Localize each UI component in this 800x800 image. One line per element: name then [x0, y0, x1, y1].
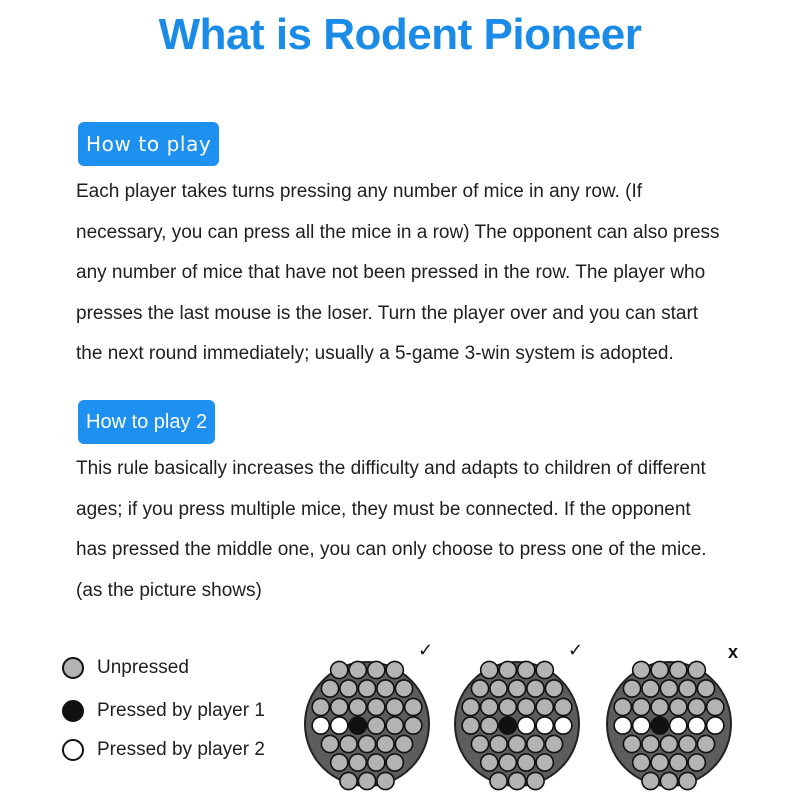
- mouse-button-unpressed: [405, 717, 422, 734]
- mouse-button-unpressed: [471, 680, 488, 697]
- mouse-button-unpressed: [462, 717, 479, 734]
- text-line: (as the picture shows): [76, 579, 262, 601]
- mouse-button-unpressed: [642, 772, 659, 789]
- mouse-button-unpressed: [331, 698, 348, 715]
- mouse-button-unpressed: [377, 772, 394, 789]
- mouse-button-unpressed: [349, 661, 366, 678]
- mouse-button-unpressed: [518, 754, 535, 771]
- mouse-button-unpressed: [527, 735, 544, 752]
- mouse-button-unpressed: [623, 735, 640, 752]
- mouse-button-unpressed: [340, 735, 357, 752]
- mouse-button-player2: [312, 717, 329, 734]
- mouse-button-unpressed: [527, 772, 544, 789]
- mouse-button-player2: [670, 717, 687, 734]
- mouse-button-unpressed: [358, 680, 375, 697]
- mouse-button-unpressed: [312, 698, 329, 715]
- text-line: has pressed the middle one, you can only choose to press one of the mice.: [76, 539, 707, 560]
- mouse-button-unpressed: [688, 754, 705, 771]
- legend-unpressed: [62, 653, 189, 683]
- mouse-button-unpressed: [688, 661, 705, 678]
- legend-player-1: [62, 696, 265, 726]
- player2-dot-icon: [62, 739, 84, 761]
- mouse-button-unpressed: [633, 661, 650, 678]
- text-line: necessary, you can press all the mice in a row) The opponent can also press: [76, 221, 720, 243]
- invalid-x-icon: x: [728, 642, 739, 662]
- mouse-button-player2: [707, 717, 724, 734]
- mouse-button-unpressed: [536, 661, 553, 678]
- mouse-button-unpressed: [555, 698, 572, 715]
- legend-label: Pressed by player 1: [97, 700, 265, 721]
- mouse-button-player2: [633, 717, 650, 734]
- mouse-button-unpressed: [368, 698, 385, 715]
- mouse-button-player1: [651, 717, 668, 734]
- mouse-button-unpressed: [651, 698, 668, 715]
- mouse-button-unpressed: [623, 680, 640, 697]
- mouse-button-unpressed: [660, 680, 677, 697]
- mouse-button-unpressed: [490, 680, 507, 697]
- mouse-button-unpressed: [331, 754, 348, 771]
- valid-check-icon: ✓: [568, 640, 584, 660]
- mouse-button-unpressed: [481, 717, 498, 734]
- mouse-button-unpressed: [536, 698, 553, 715]
- mouse-button-unpressed: [358, 735, 375, 752]
- unpressed-dot-icon: [62, 657, 84, 679]
- mouse-button-unpressed: [688, 698, 705, 715]
- mouse-button-unpressed: [545, 680, 562, 697]
- mouse-button-unpressed: [651, 754, 668, 771]
- legend-label: Unpressed: [97, 657, 189, 678]
- legend-player-2: [62, 735, 265, 765]
- mouse-button-unpressed: [679, 735, 696, 752]
- mouse-button-unpressed: [651, 661, 668, 678]
- mouse-button-unpressed: [508, 735, 525, 752]
- mouse-button-player2: [518, 717, 535, 734]
- mouse-button-unpressed: [670, 754, 687, 771]
- how-to-play-2-text: [76, 449, 766, 611]
- mouse-button-unpressed: [660, 772, 677, 789]
- mouse-button-unpressed: [633, 754, 650, 771]
- mouse-button-unpressed: [660, 735, 677, 752]
- mouse-button-unpressed: [349, 754, 366, 771]
- mouse-button-unpressed: [471, 735, 488, 752]
- mouse-button-unpressed: [358, 772, 375, 789]
- mouse-button-unpressed: [340, 772, 357, 789]
- mouse-button-unpressed: [508, 680, 525, 697]
- text-line: ages; if you press multiple mice, they must be connected. If the opponent: [76, 498, 691, 520]
- mouse-button-unpressed: [377, 735, 394, 752]
- section-heading-how-to-play: How to play: [78, 122, 219, 166]
- mouse-button-unpressed: [508, 772, 525, 789]
- valid-check-icon: ✓: [418, 640, 434, 660]
- mouse-button-unpressed: [321, 735, 338, 752]
- mouse-button-unpressed: [386, 698, 403, 715]
- mouse-button-unpressed: [518, 698, 535, 715]
- mouse-button-unpressed: [490, 772, 507, 789]
- game-board-example-2: [452, 655, 582, 795]
- mouse-button-player2: [331, 717, 348, 734]
- mouse-button-unpressed: [368, 661, 385, 678]
- mouse-button-unpressed: [321, 680, 338, 697]
- mouse-button-unpressed: [386, 661, 403, 678]
- mouse-button-unpressed: [386, 717, 403, 734]
- mouse-button-unpressed: [481, 661, 498, 678]
- mouse-button-unpressed: [614, 698, 631, 715]
- mouse-button-unpressed: [536, 754, 553, 771]
- how-to-play-text: [76, 172, 766, 375]
- mouse-button-unpressed: [490, 735, 507, 752]
- mouse-button-unpressed: [527, 680, 544, 697]
- text-line: any number of mice that have not been pressed in the row. The player who: [76, 262, 706, 283]
- mouse-button-unpressed: [377, 680, 394, 697]
- mouse-button-unpressed: [679, 772, 696, 789]
- mouse-button-player1: [499, 717, 516, 734]
- mouse-button-unpressed: [499, 698, 516, 715]
- mouse-button-player2: [614, 717, 631, 734]
- mouse-button-unpressed: [679, 680, 696, 697]
- mouse-button-player2: [555, 717, 572, 734]
- text-line: presses the last mouse is the loser. Turn the player over and you can start: [76, 302, 699, 324]
- mouse-button-unpressed: [481, 754, 498, 771]
- mouse-button-player2: [688, 717, 705, 734]
- text-line: the next round immediately; usually a 5-game 3-win system is adopted.: [76, 343, 674, 364]
- mouse-button-unpressed: [545, 735, 562, 752]
- mouse-button-unpressed: [707, 698, 724, 715]
- mouse-button-unpressed: [368, 754, 385, 771]
- mouse-button-unpressed: [697, 735, 714, 752]
- mouse-button-unpressed: [349, 698, 366, 715]
- mouse-button-unpressed: [340, 680, 357, 697]
- mouse-button-unpressed: [481, 698, 498, 715]
- section-heading-how-to-play-2: How to play 2: [78, 400, 215, 444]
- mouse-button-unpressed: [462, 698, 479, 715]
- mouse-button-unpressed: [331, 661, 348, 678]
- mouse-button-unpressed: [518, 661, 535, 678]
- legend-label: Pressed by player 2: [97, 739, 265, 760]
- text-line: Each player takes turns pressing any number of mice in any row. (If: [76, 181, 643, 202]
- mouse-button-unpressed: [642, 680, 659, 697]
- mouse-button-unpressed: [395, 680, 412, 697]
- mouse-button-unpressed: [670, 661, 687, 678]
- mouse-button-unpressed: [386, 754, 403, 771]
- mouse-button-unpressed: [670, 698, 687, 715]
- page-title: What is Rodent Pioneer: [158, 10, 642, 59]
- player1-dot-icon: [62, 700, 84, 722]
- text-line: This rule basically increases the difficulty and adapts to children of different: [76, 458, 706, 479]
- mouse-button-unpressed: [499, 754, 516, 771]
- mouse-button-unpressed: [368, 717, 385, 734]
- mouse-button-unpressed: [395, 735, 412, 752]
- mouse-button-unpressed: [405, 698, 422, 715]
- mouse-button-unpressed: [642, 735, 659, 752]
- mouse-button-unpressed: [499, 661, 516, 678]
- mouse-button-unpressed: [633, 698, 650, 715]
- mouse-button-unpressed: [697, 680, 714, 697]
- mouse-button-player1: [349, 717, 366, 734]
- mouse-button-player2: [536, 717, 553, 734]
- game-board-example-3: [604, 655, 734, 795]
- game-board-example-1: [302, 655, 432, 795]
